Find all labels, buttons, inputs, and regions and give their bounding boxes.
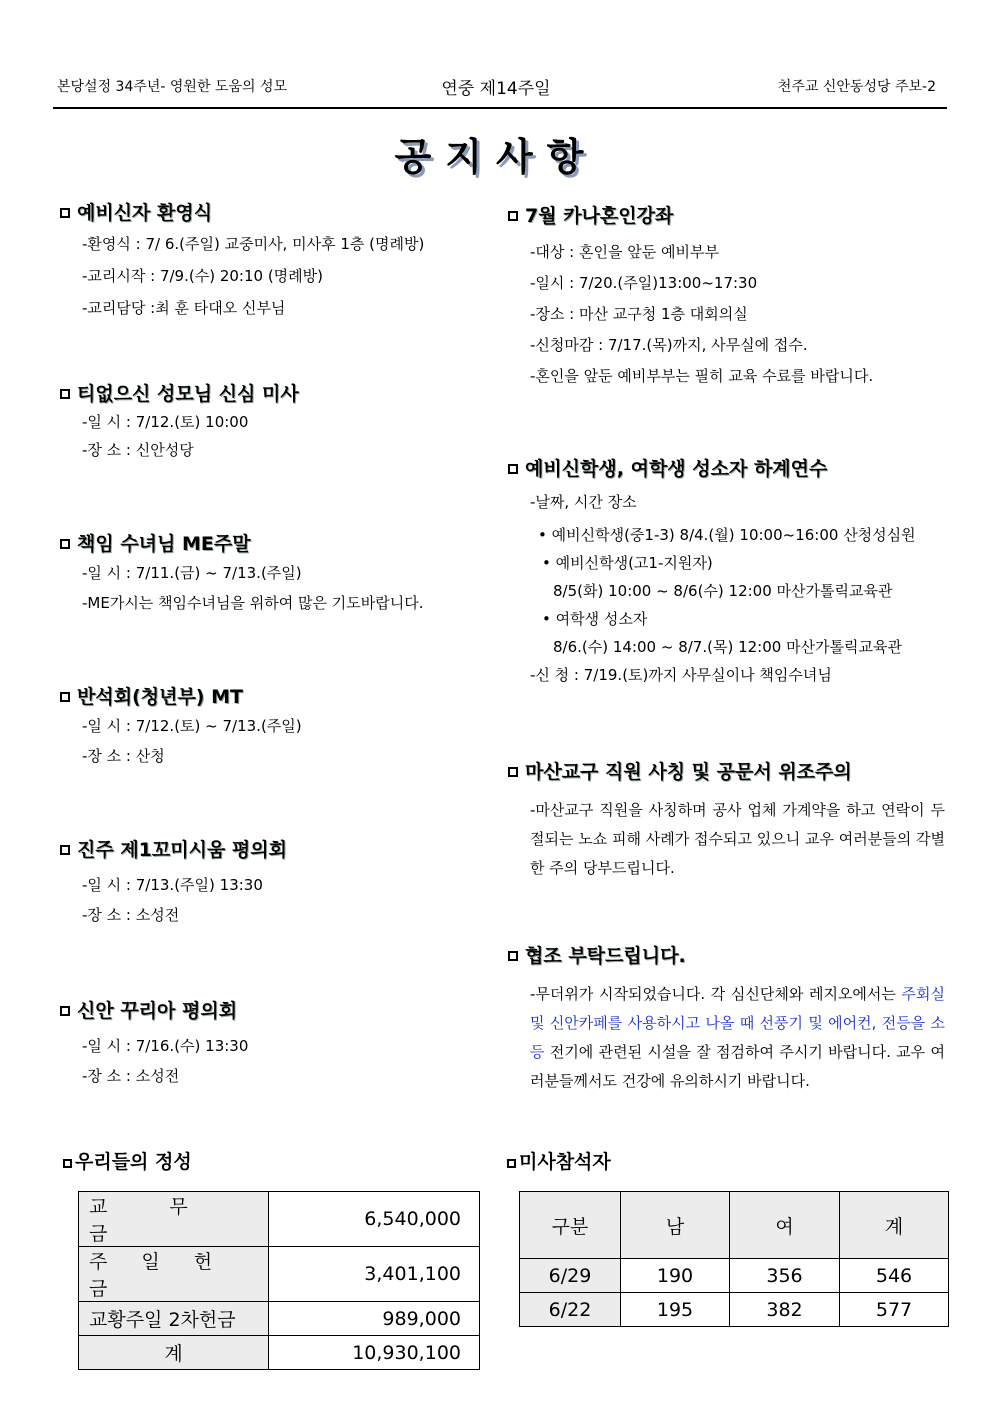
offerings-table [78,1191,480,1370]
notice-section [508,201,873,392]
notice-line: -혼인을 앞둔 예비부부는 필히 교육 수료를 바랍니다. [530,367,874,385]
column-header: 계 [840,1192,949,1259]
section-heading: 예비신자 환영식 [77,202,213,224]
male-cell: 190 [621,1259,730,1293]
notice-paragraph: -마산교구 직원을 사칭하며 공사 업체 가계약을 하고 연락이 두절되는 노쇼 피해 사례가 접수되고 있으니 교우 여러분들의 각별한 주의 당부드립니다. [530,801,945,877]
section-heading: 신안 꾸리아 평의회 [77,1000,238,1022]
row-label: 교 무 금 [79,1192,269,1247]
notice-section [508,757,945,883]
notice-line: -일시 : 7/20.(주일)13:00~17:30 [530,274,758,292]
notice-line: -교리시작 : 7/9.(수) 20:10 (명례방) [82,267,324,285]
row-label: 계 [79,1336,269,1370]
checkbox-bullet-icon [60,389,70,399]
notice-line: -환영식 : 7/ 6.(주일) 교중미사, 미사후 1층 (명례방) [82,235,425,253]
notice-line: -장 소 : 신안성당 [82,441,194,459]
notice-section [60,835,287,930]
notice-line: -ME가시는 책임수녀님을 위하여 많은 기도바랍니다. [82,594,424,612]
table-row [79,1336,480,1370]
checkbox-bullet-icon [508,211,518,221]
total-cell: 546 [840,1259,949,1293]
header-divider [53,107,947,109]
notice-line: • 예비신학생(고1-지원자) [542,554,713,572]
female-cell: 356 [730,1259,840,1293]
offerings-heading [63,1147,192,1174]
header-left: 본당설정 34주년- 영원한 도움의 성모 [57,79,288,95]
notice-line: -일 시 : 7/11.(금) ~ 7/13.(주일) [82,564,302,582]
attendance-heading-text: 미사참석자 [519,1151,611,1173]
section-heading: 책임 수녀님 ME주말 [77,533,251,555]
notice-line: -일 시 : 7/12.(토) 10:00 [82,413,249,431]
checkbox-bullet-icon [508,464,518,474]
notice-line: • 여학생 성소자 [542,610,648,628]
notice-section [508,454,916,689]
notice-line: -교리담당 :최 훈 타대오 신부님 [82,299,286,317]
male-cell: 195 [621,1293,730,1327]
section-heading: 협조 부탁드립니다. [525,945,686,967]
header-right: 천주교 신안동성당 주보-2 [777,79,936,95]
notice-line: -장소 : 마산 교구청 1층 대회의실 [530,305,748,323]
offerings-heading-text: 우리들의 정성 [75,1151,192,1173]
date-cell: 6/29 [520,1259,621,1293]
checkbox-bullet-icon [60,692,70,702]
column-header: 여 [730,1192,840,1259]
notice-section [60,996,248,1091]
column-header: 남 [621,1192,730,1259]
notice-line: -일 시 : 7/16.(수) 13:30 [82,1037,249,1055]
total-cell: 577 [840,1293,949,1327]
row-amount: 10,930,100 [269,1336,480,1370]
notice-line: -신청마감 : 7/17.(목)까지, 사무실에 접수. [530,336,808,354]
notice-line: -대상 : 혼인을 앞둔 예비부부 [530,243,719,261]
checkbox-bullet-icon [60,539,70,549]
row-label: 교황주일 2차헌금 [79,1302,269,1336]
table-row [520,1293,949,1327]
section-heading: 예비신학생, 여학생 성소자 하계연수 [525,458,828,480]
section-heading: 진주 제1꼬미시움 평의회 [77,839,287,861]
female-cell: 382 [730,1293,840,1327]
table-row [79,1302,480,1336]
table-row [520,1259,949,1293]
checkbox-bullet-icon [63,1159,72,1168]
row-label: 주 일 헌 금 [79,1247,269,1302]
notice-line: 8/5(화) 10:00 ~ 8/6(수) 12:00 마산가톨릭교육관 [553,582,893,600]
section-heading: 티없으신 성모님 신심 미사 [77,383,299,405]
notice-section [60,198,424,324]
row-amount: 3,401,100 [269,1247,480,1302]
paragraph-text: -무더위가 시작되었습니다. 각 심신단체와 레지오에서는 [530,985,902,1003]
table-header-row [520,1192,949,1259]
notice-line: -신 청 : 7/19.(토)까지 사무실이나 책임수녀님 [530,666,832,684]
checkbox-bullet-icon [507,1159,516,1168]
date-cell: 6/22 [520,1293,621,1327]
notice-line: -날짜, 시간 장소 [530,493,637,511]
table-row [79,1247,480,1302]
page-title: 공지사항 [394,135,598,179]
header-center: 연중 제14주일 [441,79,551,99]
highlighted-text: 주회실 및 신안카페를 사용하시고 나올 때 선풍기 및 에어컨, 전등을 소등 [530,985,945,1061]
notice-section [60,529,423,618]
row-amount: 6,540,000 [269,1192,480,1247]
notice-line: -장 소 : 산청 [82,747,165,765]
notice-line: • 예비신학생(중1-3) 8/4.(월) 10:00~16:00 산청성심원 [538,526,916,544]
checkbox-bullet-icon [508,951,518,961]
notice-paragraph [508,980,945,1096]
notice-section [60,682,302,771]
attendance-heading [507,1147,611,1174]
checkbox-bullet-icon [60,1006,70,1016]
section-heading: 7월 카나혼인강좌 [525,205,674,227]
section-heading: 마산교구 직원 사칭 및 공문서 위조주의 [525,761,852,783]
notice-line: 8/6.(수) 14:00 ~ 8/7.(목) 12:00 마산가톨릭교육관 [553,638,902,656]
notice-section [508,941,945,1096]
notice-line: -일 시 : 7/12.(토) ~ 7/13.(주일) [82,717,302,735]
table-row [79,1192,480,1247]
notice-section [60,379,299,464]
notice-line: -장 소 : 소성전 [82,906,180,924]
column-header: 구분 [520,1192,621,1259]
paragraph-text: 전기에 관련된 시설을 잘 점검하여 주시기 바랍니다. 교우 여러분들께서도 건강에 유의하시기 바랍니다. [530,1043,945,1090]
attendance-table [519,1191,949,1327]
checkbox-bullet-icon [60,208,70,218]
checkbox-bullet-icon [508,767,518,777]
row-amount: 989,000 [269,1302,480,1336]
section-heading: 반석회(청년부) MT [77,686,243,708]
notice-line: -일 시 : 7/13.(주일) 13:30 [82,876,263,894]
checkbox-bullet-icon [60,845,70,855]
notice-line: -장 소 : 소성전 [82,1067,180,1085]
